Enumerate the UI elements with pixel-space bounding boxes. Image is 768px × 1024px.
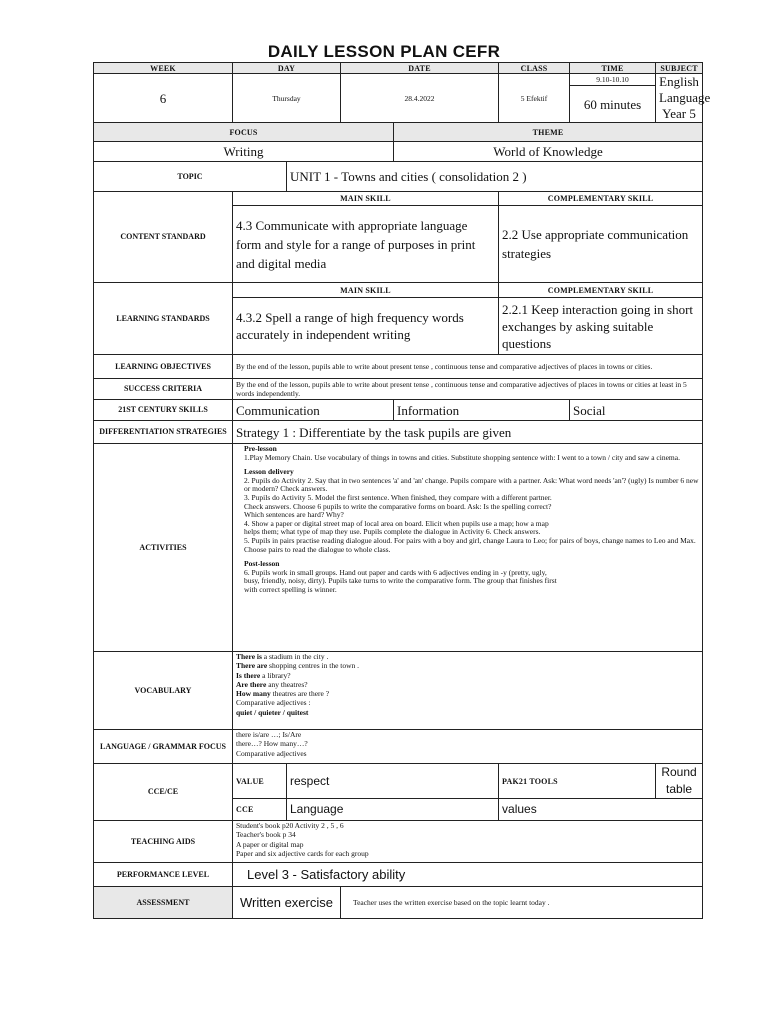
activities-content [233,444,703,652]
success-criteria-label: SUCCESS CRITERIA [94,379,233,400]
theme-label: THEME [394,123,703,142]
cce-label: CCE/CE [94,764,233,821]
learning-standards-main: 4.3.2 Spell a range of high frequency words accurately in independent writing [233,298,499,355]
topic-label: TOPIC [94,162,287,192]
aid-line: Student's book p20 Activity 2 , 5 , 6 [236,821,344,830]
value-value: respect [287,764,499,799]
aid-line: A paper or digital map [236,839,304,849]
cce-value-2: values [499,799,703,821]
aid-line: Paper and six adjective cards for each group [236,848,369,858]
theme-value: World of Knowledge [394,142,703,162]
focus-value: Writing [94,142,394,162]
learning-objectives-label: LEARNING OBJECTIVES [94,355,233,379]
differentiation-value: Strategy 1 : Differentiate by the task pupils are given [233,421,703,444]
delivery-step: 2. Pupils do Activity 2. Say that in two sentences 'a' and 'an' change. Pupils compare with a partner. Ask: What word needs 'an'? (ugly) Is number 6 new or modern? Check answers. [244,475,699,494]
time-header: TIME [570,63,656,74]
vocabulary-content [233,652,703,730]
week-header: WEEK [94,63,233,74]
activities-label: ACTIVITIES [94,444,233,652]
aid-line: Teacher's book p 34 [236,830,296,840]
focus-label: FOCUS [94,123,394,142]
post-lesson-title: Post-lesson [244,559,280,569]
differentiation-label: DIFFERENTIATION STRATEGIES [94,421,233,444]
ls-main-skill-header: MAIN SKILL [233,283,499,298]
learning-objectives-value: By the end of the lesson, pupils able to write about present tense , continuous tense and comparative adjectives of places in towns or cities. [233,355,703,379]
delivery-step: 4. Show a paper or digital street map of local area on board. Elicit when pupils use a map; how a map helps them; what type of map they use. Pupils complete the dialogue in Activity 6. Check answers. [244,518,549,537]
skill-item: Communication [233,400,394,421]
delivery-step: 3. Pupils do Activity 5. Model the first sentence. When finished, they compare with a different partner. Check answers. Choose 6 pupils to write the comparative forms on board. Ask: Is the spelling correct? Which sentences are hard? Why? [244,492,552,520]
delivery-step: 5. Pupils in pairs practise reading dialogue aloud. For pairs with a boy and girl, change Laura to Leo; for pairs of boys, change names to Leo and Max. Choose pairs to read the dialogue to whole class. [244,535,696,554]
teaching-aids-label: TEACHING AIDS [94,821,233,863]
main-skill-header: MAIN SKILL [233,192,499,206]
class-header: CLASS [499,63,570,74]
lesson-plan-table [93,62,711,919]
subject-header: SUBJECT [656,63,703,74]
cce-value-1: Language [287,799,499,821]
cce-sub-label: CCE [233,799,287,821]
grammar-content [233,730,703,764]
assessment-note: Teacher uses the written exercise based on the topic learnt today . [341,887,703,919]
vocab-line: How many theatres are there ? [236,689,330,699]
value-label: VALUE [233,764,287,799]
day-value: Thursday [233,74,341,123]
day-header: DAY [233,63,341,74]
grammar-line: Comparative adjectives [236,748,307,758]
content-standard-label: CONTENT STANDARD [94,192,233,283]
pak21-label: PAK21 TOOLS [499,764,656,799]
learning-standards-label: LEARNING STANDARDS [94,283,233,355]
content-standard-main: 4.3 Communicate with appropriate language form and style for a range of purposes in print and digital media [233,206,499,283]
assessment-type: Written exercise [233,887,341,919]
week-value: 6 [94,74,233,123]
time-range: 9.10-10.10 [570,74,656,86]
skills21-label: 21ST CENTURY SKILLS [94,400,233,421]
content-standard-complementary: 2.2 Use appropriate communication strategies [499,206,703,283]
date-header: DATE [341,63,499,74]
duration-value: 60 minutes [570,86,656,123]
learning-standards-complementary: 2.2.1 Keep interaction going in short exchanges by asking suitable questions [499,298,703,355]
performance-value: Level 3 - Satisfactory ability [233,863,703,887]
vocabulary-label: VOCABULARY [94,652,233,730]
ls-complementary-skill-header: COMPLEMENTARY SKILL [499,283,703,298]
vocab-line: quiet / quieter / quitest [236,707,309,717]
complementary-skill-header: COMPLEMENTARY SKILL [499,192,703,206]
vocab-line: Comparative adjectives : [236,698,311,708]
pre-lesson-title: Pre-lesson [244,444,277,453]
skill-item: Information [394,400,570,421]
class-value: 5 Efektif [499,74,570,123]
grammar-label: LANGUAGE / GRAMMAR FOCUS [94,730,233,764]
subject-value: English Language Year 5 [656,74,703,123]
topic-value: UNIT 1 - Towns and cities ( consolidation 2 ) [287,162,703,192]
assessment-label: ASSESSMENT [94,887,233,919]
page-title: DAILY LESSON PLAN CEFR [267,42,501,61]
vocab-line: Are there any theatres? [236,679,308,689]
vocab-line: There is a stadium in the city . [236,652,329,661]
skill-item: Social [570,400,703,421]
pre-lesson-text: 1.Play Memory Chain. Use vocabulary of things in towns and cities. Substitute shopping sentence with: I went to a town / city and saw a cinema. [244,452,680,462]
grammar-line: there is/are …; Is/Are [236,730,302,739]
pak21-value: Round table [656,764,703,799]
date-value: 28.4.2022 [341,74,499,123]
post-lesson-text: 6. Pupils work in small groups. Hand out paper and cards with 6 adjectives ending in -y (pretty, ugly, busy, friendly, noisy, dirty). Pupils take turns to write the comparative form. The group that finishes first with correct spelling is winner. [244,567,557,594]
grammar-line: there…? How many…? [236,739,308,749]
vocab-line: There are shopping centres in the town . [236,661,360,671]
teaching-aids-content [233,821,703,863]
performance-label: PERFORMANCE LEVEL [94,863,233,887]
success-criteria-value: By the end of the lesson, pupils able to write about present tense , continuous tense and comparative adjectives of places in towns or cities at least in 5 words independently. [233,379,703,400]
vocab-line: Is there a library? [236,670,291,680]
lesson-delivery-title: Lesson delivery [244,467,294,477]
